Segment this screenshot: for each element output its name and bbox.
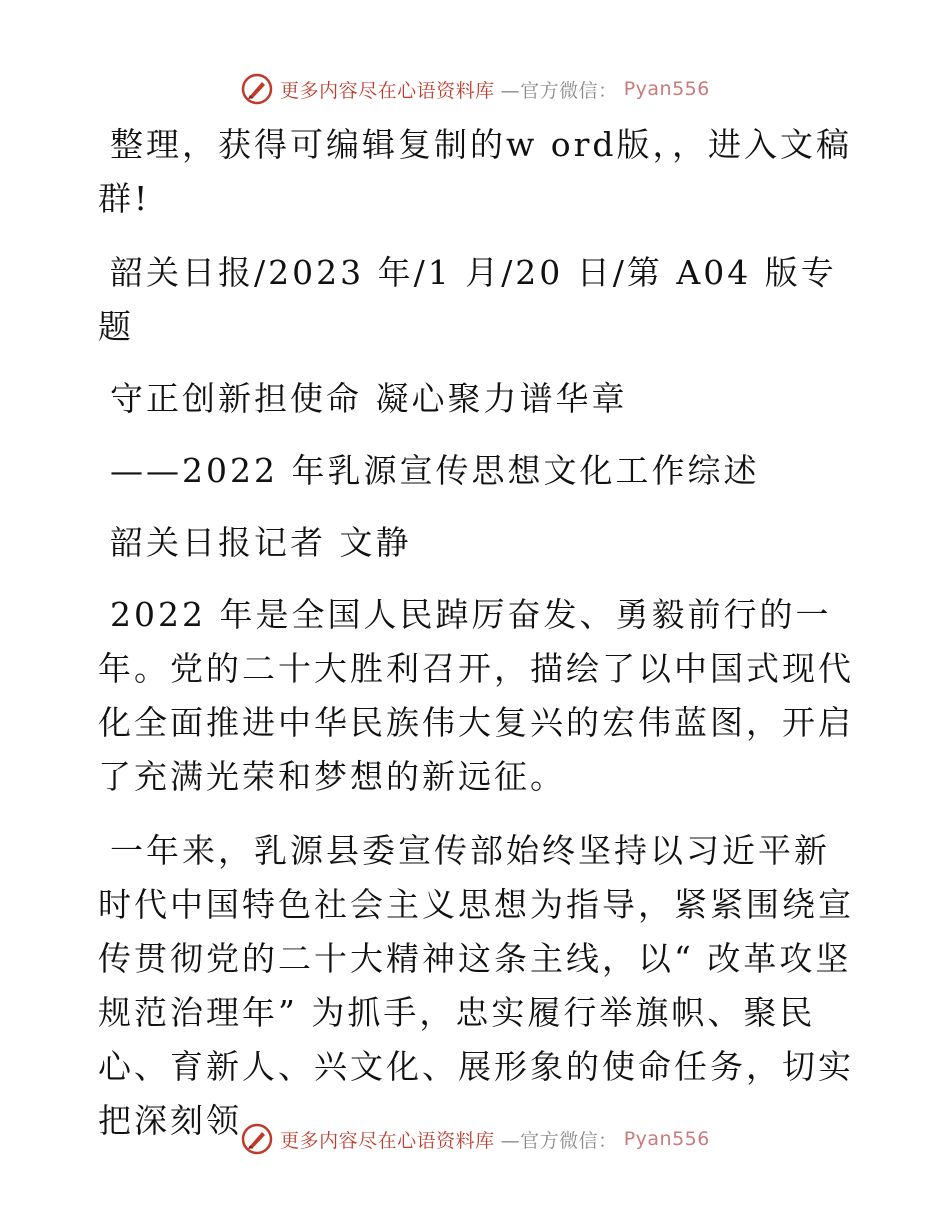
footer-watermark (0, 1122, 950, 1156)
watermark-wechat-label: —官方微信： (500, 1129, 618, 1152)
watermark-lead-text: 更多内容尽在心语资料库 (280, 1129, 495, 1152)
watermark-handle: Pyan556 (623, 1128, 710, 1150)
article-subtitle: ——2022 年乳源宣传思想文化工作综述 (110, 451, 760, 490)
paragraph-2: 一年来，乳源县委宣传部始终坚持以习近平新时代中国特色社会主义思想为指导，紧紧围绕宣传贯彻党的二十大精神这条主线，以“ 改革攻坚规范治理年” 为抓手，忠实履行举旗帜、聚民心、育新人、兴文化、展形象的使命任务，切实把深刻领 (98, 831, 854, 1140)
paragraph-1: 2022 年是全国人民踔厉奋发、勇毅前行的一年。党的二十大胜利召开，描绘了以中国式现代化全面推进中华民族伟大复兴的宏伟蓝图，开启了充满光荣和梦想的新远征。 (98, 595, 854, 796)
byline: 韶关日报记者 文静 (110, 523, 412, 562)
article-title: 守正创新担使命 凝心聚力谱华章 (110, 379, 628, 418)
pen-circle-logo-icon (240, 1122, 274, 1156)
watermark-wechat-label: —官方微信： (500, 79, 618, 102)
watermark-lead-text: 更多内容尽在心语资料库 (280, 79, 495, 102)
intro-text: 整理，获得可编辑复制的w ord版，，进入文稿群! (98, 125, 853, 218)
document-body (98, 118, 858, 1168)
header-watermark (0, 72, 950, 106)
source-line: 韶关日报/2023 年/1 月/20 日/第 A04 版专题 (98, 253, 837, 346)
watermark-handle: Pyan556 (623, 78, 710, 100)
pen-circle-logo-icon (240, 72, 274, 106)
